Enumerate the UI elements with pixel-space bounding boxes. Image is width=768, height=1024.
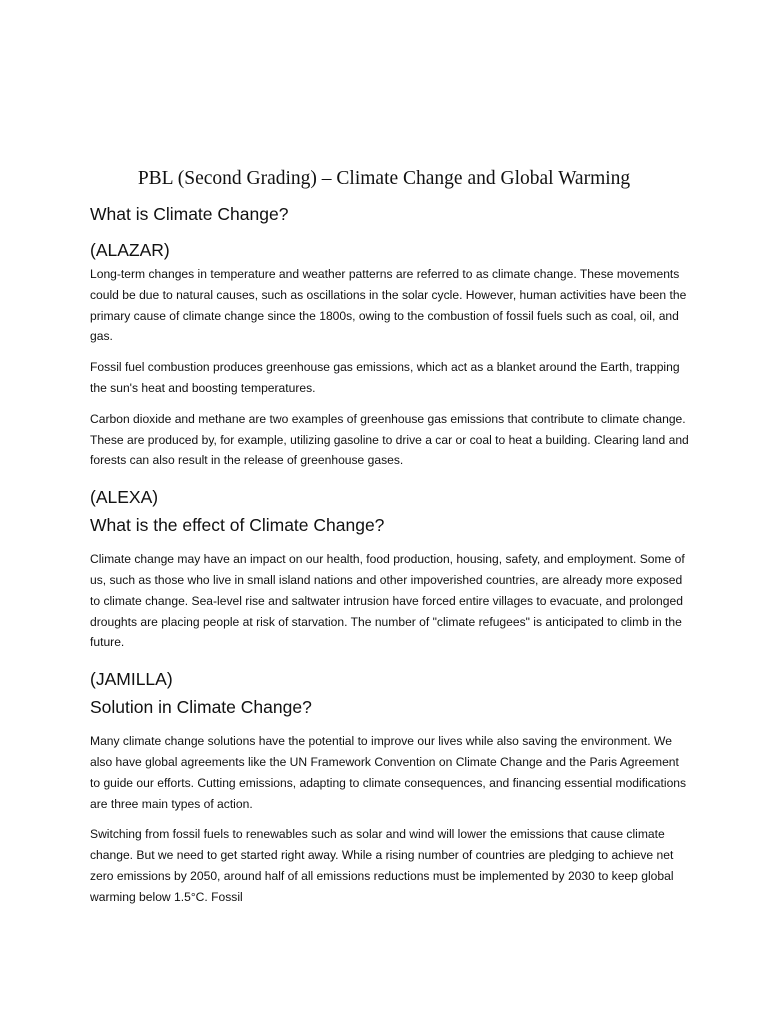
paragraph-5: Many climate change solutions have the potential to improve our lives while also saving the environment. We also have global agreements like the UN Framework Convention on Climate Change and the Paris Agreement to guide our efforts. Cutting emissions, adapting to climate consequences, and financing essential modifications are three main types of action. [90,734,687,811]
paragraph-2: Fossil fuel combustion produces greenhouse gas emissions, which act as a blanket around the Earth, trapping the sun's heat and boosting temperatures. [90,360,680,395]
author-label-jamilla: (JAMILLA) [90,669,173,690]
paragraph-6: Switching from fossil fuels to renewables such as solar and wind will lower the emissions that cause climate change. But we need to get started right away. While a rising number of countries are pledging to achieve net zero emissions by 2050, around half of all emissions reductions must be implemented by 2030 to keep global warming below 1.5°C. Fossil [90,827,674,904]
paragraph-3: Carbon dioxide and methane are two examples of greenhouse gas emissions that contribute to climate change. These are produced by, for example, utilizing gasoline to drive a car or coal to heat a building. Clearing land and forests can also result in the release of greenhouse gases. [90,411,689,468]
document-title: PBL (Second Grading) – Climate Change and Global Warming [137,168,631,189]
paragraph-4: Climate change may have an impact on our health, food production, housing, safety, and employment. Some of us, such as those who live in small island nations and other impoverished countries, are already more exposed to climate change. Sea-level rise and saltwater intrusion have forced entire villages to evacuate, and prolonged droughts are placing people at risk of starvation. The number of "climate refugees" is anticipated to climb in the future. [90,552,685,650]
author-label-alazar: (ALAZAR) [90,240,170,260]
section-heading-effect-of-climate-change: What is the effect of Climate Change? [90,515,385,536]
paragraph-1: Long-term changes in temperature and weather patterns are referred to as climate change. These movements could be due to natural causes, such as oscillations in the solar cycle. However, human activities have been the primary cause of climate change since the 1800s, owing to the combustion of fossil fuels such as coal, oil, and gas. [90,267,687,344]
section-heading-solution-in-climate-change: Solution in Climate Change? [90,697,312,718]
document-body [90,200,690,908]
author-label-alexa: (ALEXA) [90,487,159,508]
section-heading-what-is-climate-change: What is Climate Change? [90,204,289,224]
